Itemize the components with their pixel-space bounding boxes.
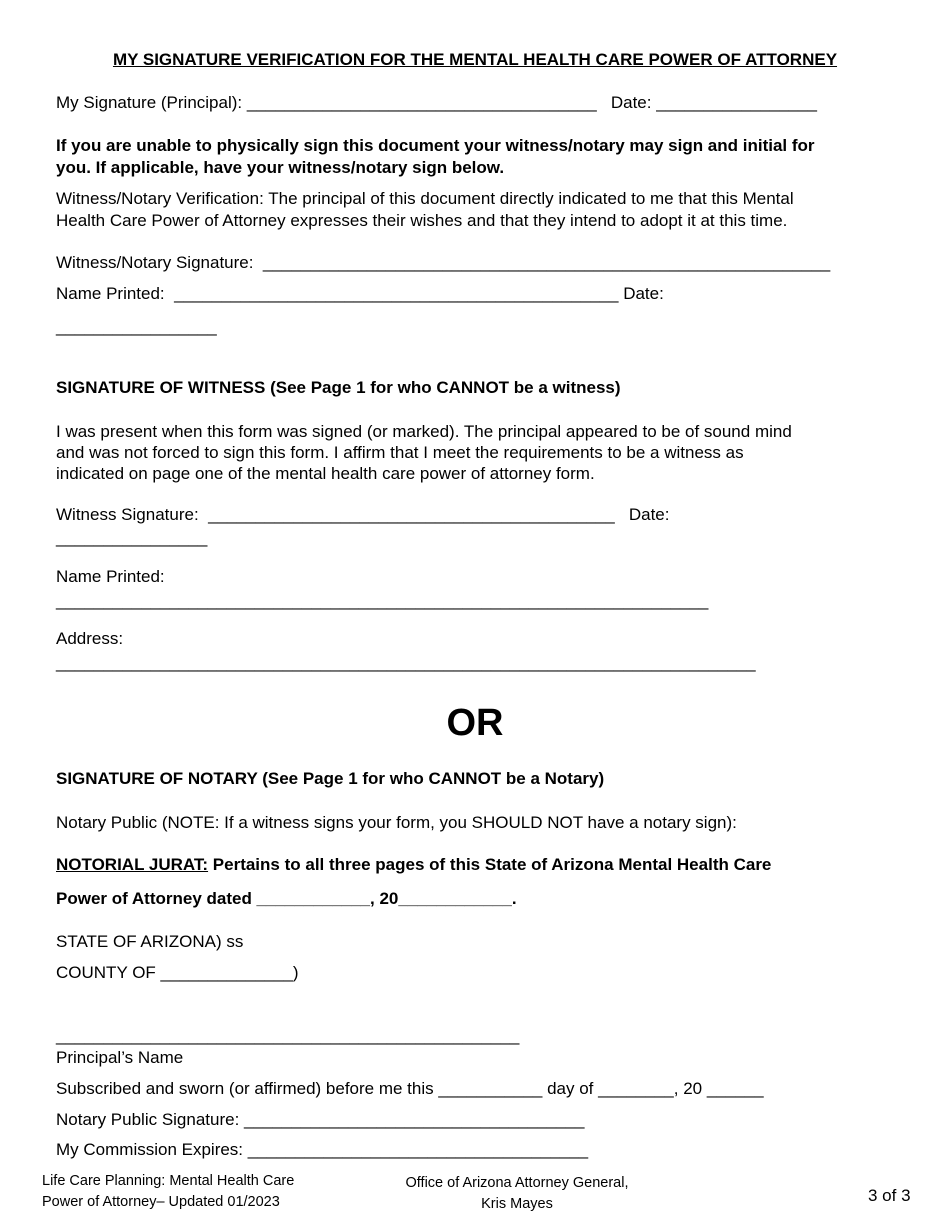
page-title: MY SIGNATURE VERIFICATION FOR THE MENTAL HEALTH CARE POWER OF ATTORNEY — [112, 50, 838, 69]
principal-name-blank[interactable]: _________________________________________________ — [56, 1026, 520, 1045]
county-line[interactable]: COUNTY OF ______________) — [56, 963, 299, 982]
footer-left-2: Power of Attorney– Updated 01/2023 — [42, 1194, 280, 1210]
subscribed-line[interactable]: Subscribed and sworn (or affirmed) before me this ___________ day of ________, 20 ______ — [56, 1079, 764, 1098]
witness-address-label: Address: — [56, 629, 124, 648]
notary-signature-line[interactable]: Notary Public Signature: ____________________________________ — [56, 1110, 585, 1129]
or-separator: OR — [446, 702, 504, 744]
jurat-text: Pertains to all three pages of this State of Arizona Mental Health Care — [208, 855, 772, 874]
witness-notary-name-line[interactable]: Name Printed: _______________________________________________ Date: — [56, 284, 664, 303]
state-line: STATE OF ARIZONA) ss — [56, 932, 244, 951]
witness-text-3: indicated on page one of the mental health care power of attorney form. — [56, 464, 595, 483]
principal-name-label: Principal’s Name — [56, 1048, 184, 1067]
witness-name-blank[interactable]: _____________________________________________________________________ — [56, 591, 709, 610]
footer-center-2: Kris Mayes — [481, 1196, 553, 1212]
witness-name-label: Name Printed: — [56, 567, 165, 586]
instruction-line-1: If you are unable to physically sign this document your witness/notary may sign and initial for — [56, 136, 815, 155]
witness-date-blank[interactable]: ________________ — [56, 528, 208, 547]
witness-text-1: I was present when this form was signed (or marked). The principal appeared to be of sound mind — [56, 422, 792, 441]
instruction-line-2: you. If applicable, have your witness/notary sign below. — [56, 158, 505, 177]
witness-signature-line[interactable]: Witness Signature: ___________________________________________ Date: — [56, 505, 670, 524]
witness-text-2: and was not forced to sign this form. I affirm that I meet the requirements to be a witness as — [56, 443, 744, 462]
footer-left-1: Life Care Planning: Mental Health Care — [42, 1173, 295, 1189]
witness-notary-signature-line[interactable]: Witness/Notary Signature: ____________________________________________________________ — [56, 253, 831, 272]
page-number: 3 of 3 — [868, 1186, 911, 1205]
footer-center-1: Office of Arizona Attorney General, — [405, 1175, 629, 1191]
commission-expires-line[interactable]: My Commission Expires: ____________________________________ — [56, 1140, 589, 1159]
principal-signature-line[interactable]: My Signature (Principal): _____________________________________ Date: _________________ — [56, 93, 817, 112]
verification-text-1: Witness/Notary Verification: The principal of this document directly indicated to me that this Mental — [56, 189, 794, 208]
witness-address-blank[interactable]: __________________________________________________________________________ — [56, 653, 756, 672]
witness-notary-date-blank[interactable]: _________________ — [56, 317, 217, 336]
notary-heading: SIGNATURE OF NOTARY (See Page 1 for who CANNOT be a Notary) — [56, 769, 605, 788]
jurat-line-2[interactable]: Power of Attorney dated ____________, 20____________. — [56, 889, 517, 908]
jurat-label: NOTORIAL JURAT: — [56, 855, 209, 874]
witness-heading: SIGNATURE OF WITNESS (See Page 1 for who CANNOT be a witness) — [56, 378, 621, 397]
jurat-line-1 — [56, 854, 771, 876]
verification-text-2: Health Care Power of Attorney expresses their wishes and that they intend to adopt it at this time. — [56, 211, 788, 230]
notary-note: Notary Public (NOTE: If a witness signs your form, you SHOULD NOT have a notary sign): — [56, 813, 737, 832]
